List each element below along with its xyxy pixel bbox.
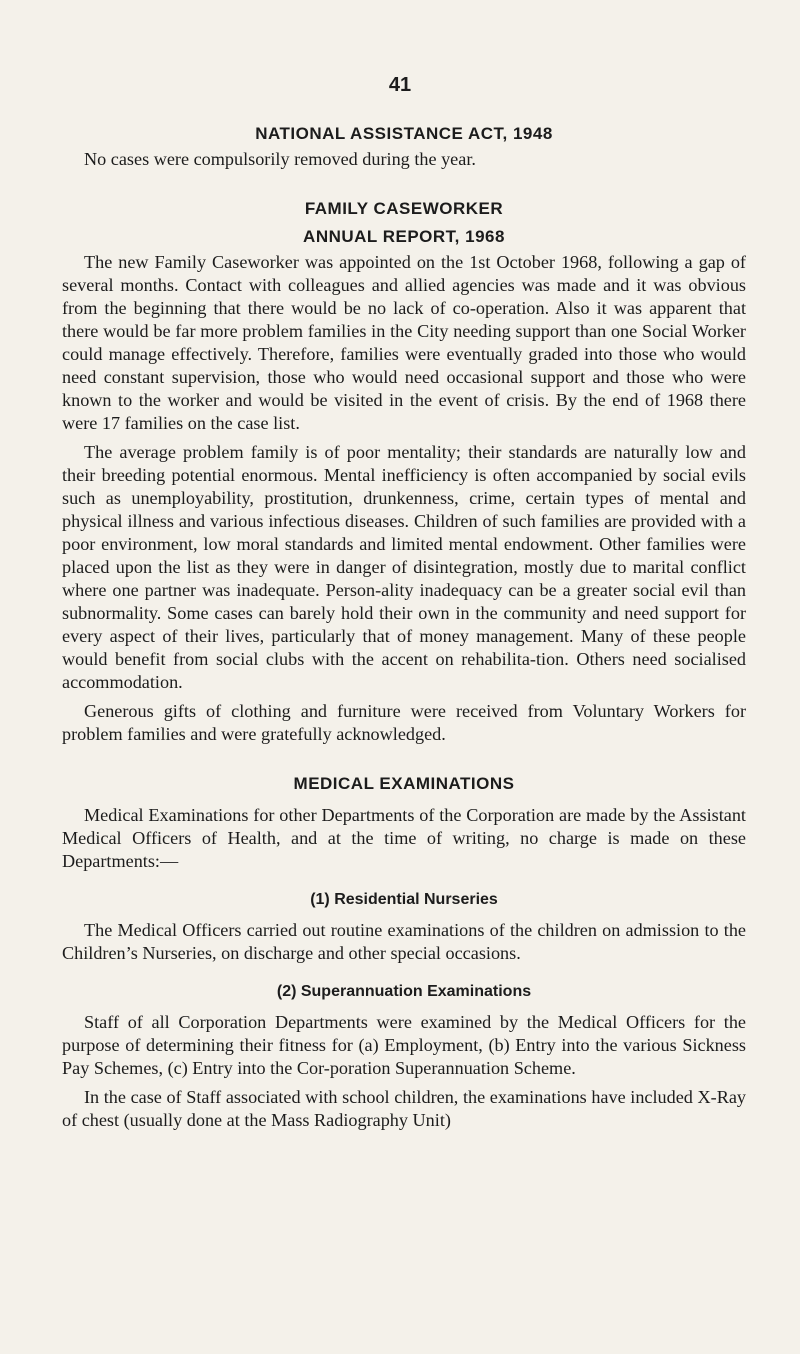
family-caseworker-heading: FAMILY CASEWORKER — [304, 199, 504, 218]
annual-report-heading: ANNUAL REPORT, 1968 — [303, 227, 505, 246]
superannuation-paragraph-1: Staff of all Corporation Departments were examined by the Medical Officers for the purpose of determining their fitness for (a) Employment, (b) Entry into the various Sickness Pay Schemes, (c) Entry into the Cor-poration Superannuation Scheme. — [62, 1012, 746, 1078]
superannuation-heading: (2) Superannuation Examinations — [276, 983, 532, 1000]
page-number: 41 — [388, 74, 412, 96]
residential-nurseries-heading: (1) Residential Nurseries — [310, 891, 498, 908]
superannuation-paragraph-2: In the case of Staff associated with school children, the examinations have included X-Ray of chest (usually done at the Mass Radiography Unit) — [62, 1087, 746, 1130]
residential-nurseries-paragraph: The Medical Officers carried out routine examinations of the children on admission to the Children’s Nurseries, on discharge and other special occasions. — [62, 920, 746, 963]
family-caseworker-paragraph-2: The average problem family is of poor mentality; their standards are naturally low and their breeding potential enormous. Mental inefficiency is often accompanied by social evils such as unemployability, prostitution, drunkenness, crime, certain types of mental and physical illness and various infectious diseases. Children of such families are provided with a poor environment, low moral standards and limited mental endowment. Other families were placed upon the list as they were in danger of disintegration, mostly due to marital conflict where one partner was inadequate. Person-ality inadequacy can be a greater social evil than subnormality. Some cases can barely hold their own in the community and need support for every aspect of their lives, particularly that of money management. Many of these people would benefit from social clubs with the accent on rehabilita-tion. Others need socialised accommodation. — [62, 442, 746, 692]
medical-examinations-heading: MEDICAL EXAMINATIONS — [293, 774, 515, 793]
medical-examinations-intro: Medical Examinations for other Departments of the Corporation are made by the Assistant Medical Officers of Health, and at the time of writing, no charge is made on these Departments:— — [62, 805, 746, 871]
family-caseworker-paragraph-1: The new Family Caseworker was appointed on the 1st October 1968, following a gap of several months. Contact with colleagues and allied agencies was made and it was obvious from the beginning that there would be no lack of co-operation. Also it was apparent that there would be far more problem families in the City needing support than one Social Worker could manage effectively. Therefore, families were eventually graded into those who would need constant supervision, those who would need occasional support and those who were known to the worker and would be visited in the event of crisis. By the end of 1968 there were 17 families on the case list. — [62, 252, 746, 433]
family-caseworker-paragraph-3: Generous gifts of clothing and furniture were received from Voluntary Workers for problem families and were gratefully acknowledged. — [62, 701, 746, 744]
national-assistance-heading: NATIONAL ASSISTANCE ACT, 1948 — [255, 124, 553, 143]
national-assistance-paragraph: No cases were compulsorily removed during the year. — [84, 149, 476, 169]
page-content — [62, 120, 746, 1132]
